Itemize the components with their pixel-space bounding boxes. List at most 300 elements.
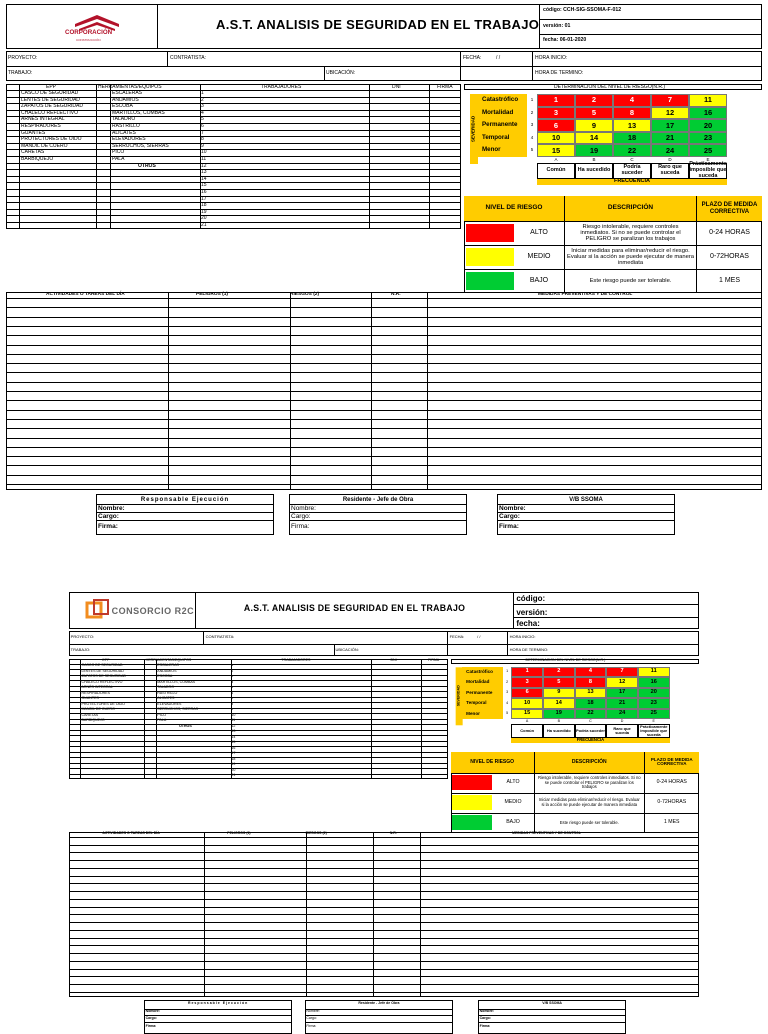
trabajadores-header: TRABAJADORES: [261, 83, 302, 90]
epp-item: MANDIL DE CUERO: [21, 142, 68, 149]
cargo-label: Cargo:: [479, 1015, 491, 1020]
worker-number: 13: [201, 169, 207, 176]
risk-matrix-cell: 25: [689, 144, 727, 157]
worker-number: 14: [231, 734, 236, 739]
rule-line: [513, 604, 699, 605]
rule-line: [6, 335, 762, 336]
rule-line: [69, 752, 448, 753]
rule-line: [69, 876, 699, 877]
rule-line: [513, 617, 699, 618]
rule-line: [69, 945, 699, 946]
nivel-riesgo-header: NIVEL DE RIESGO: [464, 196, 564, 221]
rule-line: [96, 520, 274, 521]
worker-number: 3: [231, 675, 234, 679]
rule-line: [69, 883, 699, 884]
rule-line: [69, 757, 448, 758]
doc-date: fecha:: [516, 619, 540, 629]
severity-number: 3: [503, 688, 511, 698]
risk-level-description: Este riesgo puede ser tolerable.: [564, 269, 696, 293]
risk-matrix-cell: 11: [638, 667, 670, 677]
rule-line: [6, 156, 461, 157]
risk-matrix-cell: 18: [575, 698, 607, 708]
rule-line: [6, 419, 762, 420]
risk-matrix-cell: 15: [537, 144, 575, 157]
nivel-riesgo-header: NIVEL DE RIESGO: [451, 752, 534, 773]
rule-line: [69, 860, 699, 861]
medidas-header: MEDIDAS PREVENTIVAS Y DE CONTROL: [538, 291, 633, 297]
frequency-label: Raro que suceda: [606, 724, 638, 737]
herramienta-item: ESCOBA: [157, 674, 173, 679]
firma-label: Firma:: [98, 523, 118, 530]
risk-color-swatch: [466, 224, 514, 242]
risk-matrix-cell: 24: [606, 709, 638, 719]
risk-color-swatch: [466, 248, 514, 266]
peligros-header: PELIGROS (1): [227, 831, 251, 836]
frequency-letter: A: [537, 157, 575, 163]
rule-line: [69, 730, 448, 731]
risk-matrix-cell: 13: [575, 688, 607, 698]
rule-line: [69, 741, 448, 742]
rule-line: [6, 391, 762, 392]
herramienta-item: ANDAMIOS: [157, 668, 177, 673]
logo-subtext: CONSTRUCCIÓN: [76, 38, 101, 42]
rule-line: [144, 1009, 292, 1010]
rule-line: [69, 891, 699, 892]
rule-line: [507, 631, 508, 656]
frequency-letter: B: [543, 719, 575, 724]
risk-matrix-cell: 6: [537, 119, 575, 132]
epp-item: CASCO DE SEGURIDAD: [81, 663, 123, 668]
severity-number: 1: [503, 667, 511, 677]
rule-line: [69, 953, 699, 954]
doc-code: código:: [516, 594, 546, 604]
herramienta-item: RASTRILLO: [112, 123, 140, 129]
worker-number: 3: [201, 103, 204, 110]
worker-number: 21: [201, 222, 207, 228]
form-title: A.S.T. ANALISIS DE SEGURIDAD EN EL TRABAJO: [216, 17, 540, 32]
worker-number: 11: [231, 718, 236, 723]
riesgos-header: RIESGOS (2): [305, 831, 327, 836]
severidad-label: SEVERIDAD: [456, 667, 463, 725]
risk-matrix-cell: 24: [651, 144, 689, 157]
rule-line: [144, 1015, 292, 1016]
herramienta-item: ELEVADORES: [157, 701, 182, 706]
signature-title: Residente - Jefe de Obra: [358, 1001, 400, 1006]
risk-level-name: BAJO: [529, 277, 549, 285]
risk-matrix-cell: 19: [575, 144, 613, 157]
worker-number: 14: [201, 175, 207, 182]
dni-header: DNI: [392, 83, 401, 90]
otros-label: OTROS: [178, 723, 192, 728]
worker-number: 2: [201, 96, 204, 103]
epp-item: CASCO DE SEGURIDAD: [21, 90, 79, 96]
herramienta-item: ALICATES: [112, 129, 136, 136]
epp-item: BARBIQUEJO: [81, 718, 105, 723]
risk-color-swatch: [466, 272, 514, 290]
risk-color-swatch: [452, 775, 492, 790]
rule-line: [6, 456, 762, 457]
risk-level-deadline: 0-72HORAS: [696, 245, 762, 269]
rule-line: [69, 969, 699, 970]
rule-line: [6, 428, 762, 429]
rule-line: [324, 66, 325, 81]
signature-title: Responsable Ejecución: [140, 496, 230, 503]
logo-text: CONSORCIO R2C: [111, 605, 195, 616]
epp-item: PROTECTORES DE OIDO: [21, 136, 82, 143]
worker-number: 4: [201, 109, 204, 116]
frequency-label: Común: [537, 163, 575, 179]
frequency-label: Prácticamente imposible que suceda: [689, 161, 727, 179]
epp-header: EPP: [46, 83, 57, 90]
risk-matrix-cell: 22: [575, 709, 607, 719]
signature-title: V/B SSOMA: [542, 1001, 562, 1006]
frequency-letter: D: [651, 157, 689, 163]
risk-matrix-cell: 7: [651, 94, 689, 107]
worker-number: 12: [201, 162, 207, 169]
risk-level-deadline: 0-24 HORAS: [696, 221, 762, 245]
rule-line: [305, 1009, 453, 1010]
risk-level-deadline: 1 MES: [644, 813, 699, 833]
rule-line: [69, 713, 448, 714]
plazo-header: PLAZO DE MEDIDA CORRECTIVA: [696, 196, 762, 221]
rule-line: [6, 307, 762, 308]
doc-version: versión: 01: [543, 23, 571, 29]
risk-level-name: BAJO: [506, 819, 520, 825]
risk-level-description: Riesgo intolerable, requiere controles inmediatos. Si no se puede controlar el PELIGRO se paralizan los trabajos: [534, 773, 644, 793]
risk-matrix-cell: 14: [543, 698, 575, 708]
ubicacion-label: UBICACIÓN:: [326, 70, 356, 76]
hora-termino-label: HORA DE TERMINO:: [509, 646, 549, 652]
firma-label: Firma:: [145, 1024, 157, 1029]
worker-number: 6: [231, 691, 234, 695]
hora-termino-label: HORA DE TERMINO:: [535, 70, 584, 76]
risk-matrix-cell: 25: [638, 709, 670, 719]
signature-title: V/B SSOMA: [569, 496, 603, 503]
fecha-separators: / /: [496, 55, 501, 61]
rule-line: [69, 735, 448, 736]
frequency-letter: D: [606, 719, 638, 724]
risk-level-name: ALTO: [530, 229, 548, 237]
rule-line: [69, 914, 699, 915]
cargo-label: Cargo:: [306, 1015, 317, 1020]
rule-line: [6, 123, 461, 124]
frequency-label: Ha sucedido: [543, 724, 575, 737]
herramienta-item: ELEVADORES: [112, 136, 146, 143]
rule-line: [289, 520, 467, 521]
worker-number: 19: [201, 208, 207, 215]
frecuencia-label: FRECUENCIA: [537, 179, 727, 185]
descripcion-header: DESCRIPCIÓN: [534, 752, 644, 773]
herramienta-item: RASTRILLO: [157, 690, 178, 695]
worker-number: 19: [231, 762, 236, 767]
herramienta-item: TALADRO: [157, 685, 175, 690]
nombre-label: Nombre:: [98, 505, 125, 512]
herramienta-item: MARTILLOS, COMBAS: [157, 679, 196, 684]
nombre-label: Nombre:: [499, 505, 526, 512]
worker-number: 15: [231, 740, 236, 745]
worker-number: 10: [231, 712, 236, 717]
risk-matrix-cell: 20: [689, 119, 727, 132]
logo-text: CORPORACIÓN: [65, 29, 113, 36]
risk-color-swatch: [452, 815, 492, 830]
rule-line: [6, 209, 461, 210]
rule-line: [69, 708, 448, 709]
herramienta-item: ANDAMIOS: [112, 96, 139, 103]
worker-number: 4: [231, 680, 234, 684]
consorcio-logo: [86, 599, 195, 624]
rule-line: [69, 702, 448, 703]
nombre-label: Nombre:: [306, 1009, 320, 1014]
rule-line: [6, 354, 762, 355]
worker-number: 8: [201, 136, 204, 143]
risk-matrix-cell: 17: [651, 119, 689, 132]
descripcion-header: DESCRIPCIÓN: [564, 196, 696, 221]
rule-line: [6, 149, 461, 150]
risk-matrix-cell: 23: [689, 132, 727, 145]
rule-line: [69, 845, 699, 846]
risk-matrix-cell: 4: [613, 94, 651, 107]
worker-number: 20: [231, 767, 236, 772]
risk-matrix-cell: 20: [638, 688, 670, 698]
frequency-letter: E: [638, 719, 670, 724]
rule-line: [447, 631, 448, 656]
signature-title: Residente - Jefe de Obra: [342, 496, 414, 503]
form-title: A.S.T. ANALISIS DE SEGURIDAD EN EL TRABAJO: [243, 602, 466, 613]
frequency-label: Prácticamente imposible que suceda: [638, 724, 670, 737]
risk-matrix-cell: 3: [537, 107, 575, 120]
rule-line: [6, 189, 461, 190]
risk-matrix-cell: 4: [575, 667, 607, 677]
firma-label: Firma:: [306, 1024, 317, 1029]
frecuencia-label: FRECUENCIA: [511, 738, 669, 743]
rule-line: [69, 691, 448, 692]
frequency-letter: C: [613, 157, 651, 163]
medidas-header: MEDIDAS PREVENTIVAS Y DE CONTROL: [512, 831, 581, 836]
rule-line: [6, 465, 762, 466]
epp-item: LENTES DE SEGURIDAD: [21, 96, 80, 103]
severity-label: Temporal: [478, 132, 527, 145]
worker-number: 18: [201, 202, 207, 209]
severity-label: Temporal: [462, 698, 503, 708]
actividades-header: ACTIVIDADES O TAREAS DEL DÍA: [46, 291, 125, 297]
matrix-title: DETERMINACION DEL NIVEL DE RIESGO(N.R.): [525, 658, 606, 663]
risk-level-description: Iniciar medidas para eliminar/reducir el riesgo. Evaluar si la acción se puede ejecutar de manera inmediata: [534, 793, 644, 813]
worker-number: 21: [231, 773, 236, 778]
epp-item: ZAPATOS DE SEGURIDAD: [81, 674, 127, 679]
severity-label: Mortalidad: [478, 107, 527, 120]
rule-line: [6, 317, 762, 318]
worker-number: 5: [201, 116, 204, 123]
severity-label: Catastrófico: [462, 667, 503, 677]
rule-line: [532, 51, 533, 81]
risk-matrix-cell: 10: [537, 132, 575, 145]
epp-header: EPP: [102, 658, 110, 663]
frequency-label: Podría suceder: [575, 724, 607, 737]
risk-matrix-cell: 16: [638, 677, 670, 687]
rule-line: [69, 669, 448, 670]
epp-item: ARNÉS INTEGRAL: [81, 685, 113, 690]
risk-level-description: Este riesgo puede ser tolerable.: [534, 813, 644, 833]
rule-line: [6, 202, 461, 203]
frequency-label: Raro que suceda: [651, 163, 689, 179]
risk-matrix-cell: 12: [606, 677, 638, 687]
rule-line: [497, 520, 675, 521]
worker-number: 17: [231, 751, 236, 756]
rule-line: [69, 868, 699, 869]
rule-line: [69, 724, 448, 725]
rule-line: [69, 763, 448, 764]
rule-line: [6, 143, 461, 144]
rule-line: [69, 686, 448, 687]
risk-level-deadline: 1 MES: [696, 269, 762, 293]
rule-line: [167, 51, 168, 66]
worker-number: 16: [231, 745, 236, 750]
cargo-label: Cargo:: [291, 513, 311, 520]
rule-line: [69, 899, 699, 900]
doc-version: versión:: [516, 607, 548, 617]
matrix-title: DETERMINACION DEL NIVEL DE RIESGO(N.R.): [554, 83, 666, 90]
hora-inicio-label: HORA INICIO:: [509, 634, 536, 640]
firma-label: Firma:: [499, 523, 519, 530]
epp-item: LENTES DE SEGURIDAD: [81, 668, 124, 673]
risk-level-deadline: 0-24 HORAS: [644, 773, 699, 793]
firma-header: FIRMA: [428, 658, 440, 663]
nombre-label: Nombre:: [479, 1009, 495, 1014]
doc-date: fecha: 06-01-2020: [543, 37, 587, 43]
frequency-letter: C: [575, 719, 607, 724]
severidad-label: SEVERIDAD: [470, 94, 478, 164]
severity-number: 2: [527, 107, 537, 120]
trabajadores-header: TRABAJADORES: [281, 658, 311, 663]
worker-number: 11: [201, 156, 207, 162]
herramienta-item: PALA: [112, 156, 125, 162]
risk-matrix-cell: 17: [606, 688, 638, 698]
rule-line: [157, 4, 158, 49]
risk-matrix-cell: 11: [689, 94, 727, 107]
rule-line: [6, 130, 461, 131]
frequency-letter: A: [511, 719, 543, 724]
rule-line: [144, 1022, 292, 1023]
rule-line: [69, 922, 699, 923]
rule-line: [460, 51, 461, 81]
herramienta-item: PALA: [157, 718, 167, 723]
rule-line: [69, 930, 699, 931]
firma-label: Firma:: [291, 523, 310, 530]
severity-number: 5: [527, 144, 537, 157]
rule-line: [6, 400, 762, 401]
rule-line: [6, 116, 461, 117]
risk-matrix-cell: 13: [613, 119, 651, 132]
risk-matrix-cell: 5: [575, 107, 613, 120]
herramienta-item: SERRUCHOS, SIERRAS: [112, 142, 169, 149]
worker-number: 12: [231, 723, 236, 728]
otros-label: OTROS: [138, 162, 156, 169]
epp-item: ZAPATOS DE SEGURIDAD: [21, 103, 83, 110]
risk-matrix-cell: 18: [613, 132, 651, 145]
risk-matrix-cell: 7: [606, 667, 638, 677]
herramienta-item: MARTILLOS, COMBAS: [112, 109, 165, 116]
rule-line: [6, 438, 762, 439]
frequency-letter: B: [575, 157, 613, 163]
risk-matrix-cell: 9: [575, 119, 613, 132]
worker-number: 16: [201, 189, 207, 195]
epp-item: MANDIL DE CUERO: [81, 707, 115, 712]
epp-item: CARETAS: [21, 149, 45, 156]
rule-line: [539, 19, 762, 20]
nr-header: N.R.: [389, 831, 397, 836]
herramienta-item: PICO: [157, 712, 167, 717]
severity-label: Menor: [462, 709, 503, 719]
severity-number: 5: [503, 709, 511, 719]
risk-level-description: Riesgo intolerable, requiere controles inmediatos. Si no se puede controlar el PELIGRO se paralizan los trabajos: [564, 221, 696, 245]
epp-item: ARNÉS INTEGRAL: [21, 116, 65, 123]
severity-label: Mortalidad: [462, 677, 503, 687]
epp-item: GUANTES: [21, 129, 46, 136]
rule-line: [69, 852, 699, 853]
frequency-label: Podría suceder: [613, 163, 651, 179]
signature-title: Responsable Ejecución: [187, 1001, 249, 1006]
peligros-header: PELIGROS (1): [196, 291, 228, 297]
risk-level-description: Iniciar medidas para eliminar/reducir el riesgo. Evaluar si la acción se puede ejecutar de manera inmediata: [564, 245, 696, 269]
rule-line: [6, 215, 461, 216]
rule-line: [69, 907, 699, 908]
rule-line: [6, 163, 461, 164]
risk-matrix-cell: 10: [511, 698, 543, 708]
rule-line: [6, 298, 762, 299]
ast-form-primary: [6, 4, 762, 530]
severity-label: Permanente: [462, 688, 503, 698]
rule-line: [69, 719, 448, 720]
cargo-label: Cargo:: [145, 1015, 157, 1020]
severity-number: 1: [527, 94, 537, 107]
contratista-label: CONTRATISTA:: [170, 55, 206, 61]
rule-line: [69, 992, 699, 993]
rule-line: [69, 680, 448, 681]
contratista-label: CONTRATISTA:: [205, 634, 235, 640]
epp-item: BARBIQUEJO: [21, 156, 54, 162]
risk-matrix-cell: 21: [606, 698, 638, 708]
epp-item: GUANTES: [81, 696, 99, 701]
worker-number: 9: [201, 142, 204, 149]
severity-label: Menor: [478, 144, 527, 157]
worker-number: 9: [231, 708, 234, 712]
proyecto-label: PROYECTO:: [8, 55, 38, 61]
rule-line: [69, 837, 699, 838]
worker-number: 8: [231, 702, 234, 706]
rule-line: [6, 196, 461, 197]
worker-number: 7: [201, 129, 204, 136]
worker-number: 20: [201, 215, 207, 222]
proyecto-label: PROYECTO:: [70, 634, 95, 640]
rule-line: [69, 938, 699, 939]
rule-line: [478, 1009, 626, 1010]
epp-item: RESPIRADORES: [81, 690, 111, 695]
rule-line: [305, 1022, 453, 1023]
herramienta-item: TALADRO: [112, 116, 136, 123]
severity-number: 4: [503, 698, 511, 708]
trabajo-label: TRABAJO:: [8, 70, 33, 76]
rule-line: [69, 768, 448, 769]
firma-header: FIRMA: [437, 83, 453, 90]
risk-level-name: ALTO: [506, 779, 520, 786]
rule-line: [6, 372, 762, 373]
risk-matrix-cell: 6: [511, 688, 543, 698]
rule-line: [6, 66, 762, 67]
worker-number: 17: [201, 195, 207, 202]
risk-matrix-cell: 12: [651, 107, 689, 120]
hora-inicio-label: HORA INICIO:: [535, 55, 568, 61]
epp-item: PROTECTORES DE OIDO: [81, 701, 125, 706]
